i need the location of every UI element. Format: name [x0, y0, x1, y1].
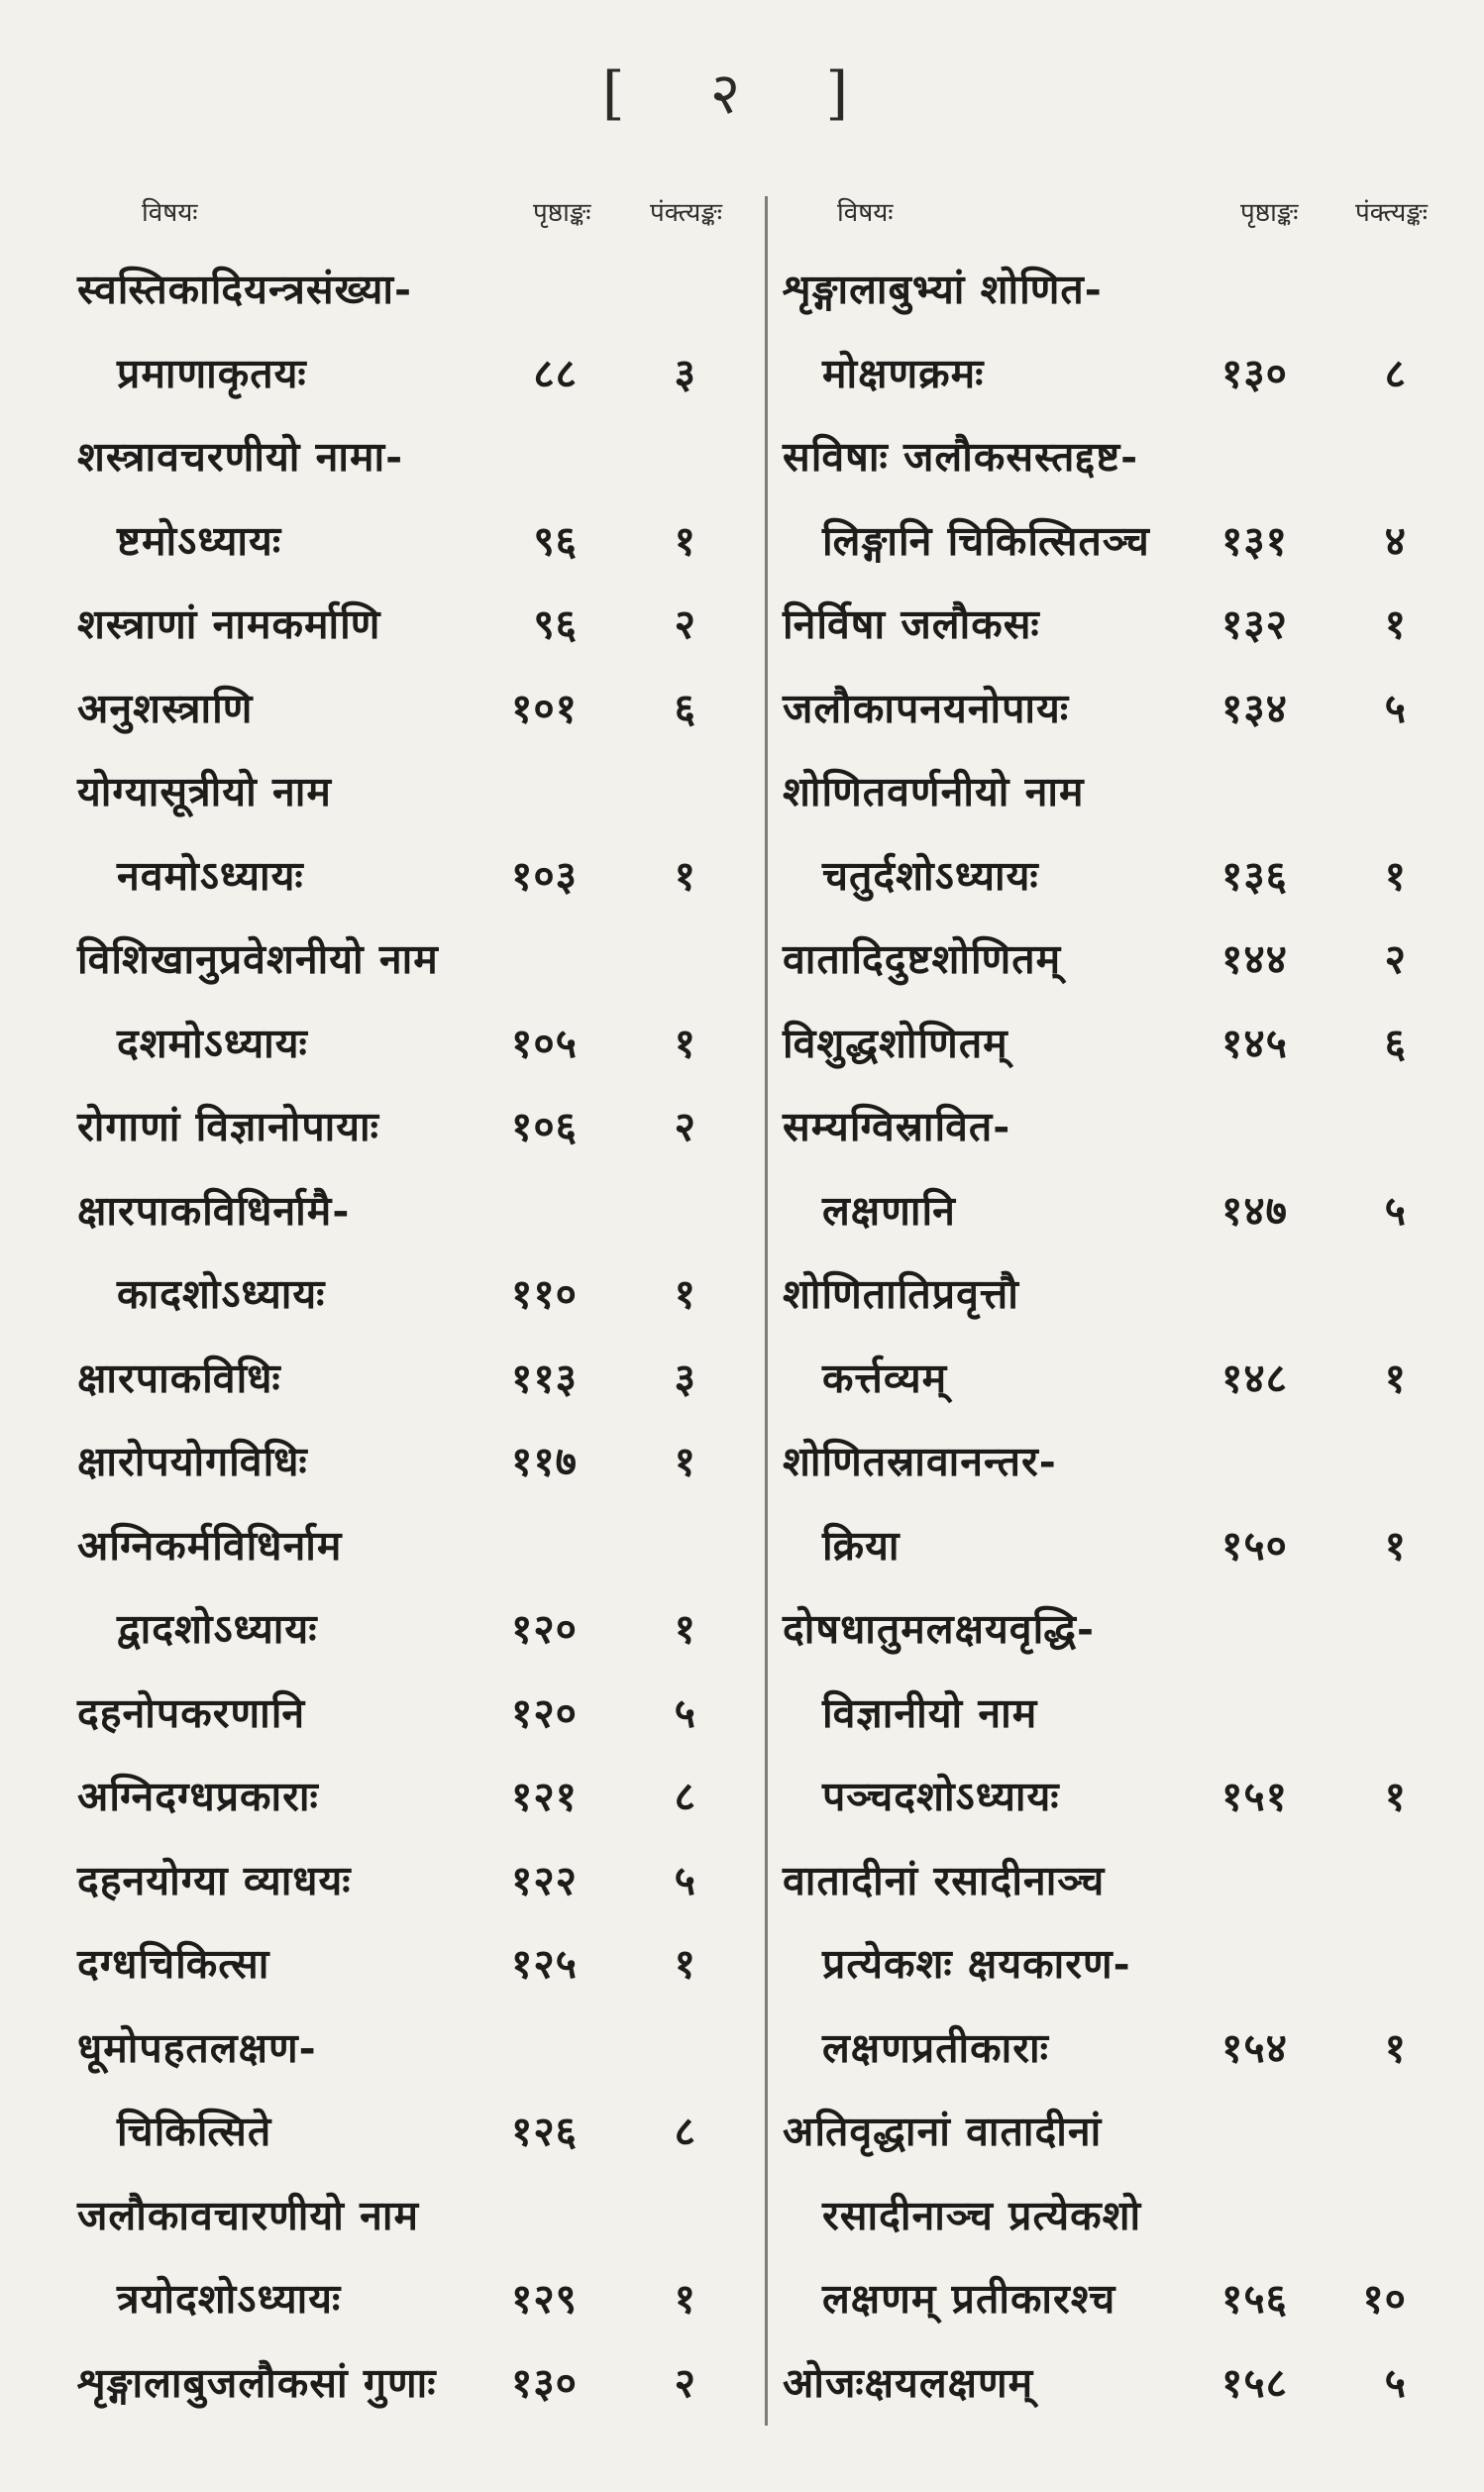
entry-subject: प्रमाणाकृतयः — [117, 349, 307, 397]
entry-subject: पञ्चदशोऽध्यायः — [822, 1773, 1060, 1820]
entry-line: ६ — [1384, 1019, 1407, 1067]
entry-page: १०६ — [511, 1103, 578, 1150]
page-number: [ २ ] — [601, 59, 883, 127]
entry-line: १ — [674, 1019, 696, 1067]
entry-line: १ — [1384, 1354, 1407, 1402]
left-column-header — [77, 193, 751, 251]
column-divider — [765, 196, 768, 2426]
entry-subject: दहनयोग्या व्याधयः — [77, 1856, 352, 1904]
subject-header: विषयः — [142, 198, 198, 228]
toc-entry — [783, 418, 1456, 502]
toc-entry — [77, 1340, 751, 1424]
toc-entry — [783, 670, 1456, 754]
toc-entry — [77, 837, 751, 921]
toc-entry — [783, 837, 1456, 921]
entry-subject: शोणितातिप्रवृत्तौ — [783, 1270, 1019, 1318]
toc-entry — [77, 2009, 751, 2094]
entry-subject: स्वस्तिकादियन्त्रसंख्या- — [77, 266, 413, 313]
entry-subject: कादशोऽध्यायः — [117, 1270, 326, 1318]
toc-entry — [77, 2093, 751, 2177]
entry-line: ४ — [1384, 516, 1407, 565]
entry-line: ८ — [1384, 349, 1407, 397]
toc-entry — [783, 2093, 1456, 2177]
entry-page: १२० — [511, 1605, 578, 1653]
entry-subject: अनुशस्त्राणि — [77, 684, 254, 732]
entry-subject: वातादिदुष्टशोणितम् — [783, 935, 1062, 983]
left-column — [77, 193, 751, 2428]
entry-page: १०५ — [511, 1019, 578, 1067]
entry-page: १२६ — [511, 2108, 578, 2155]
entry-line: ३ — [674, 1354, 696, 1402]
entry-line: ५ — [1384, 1186, 1407, 1235]
entry-page: १३६ — [1221, 851, 1288, 900]
entry-subject: जलौकावचारणीयो नाम — [77, 2191, 419, 2239]
toc-entry — [77, 1255, 751, 1340]
entry-subject: विशुद्धशोणितम् — [783, 1019, 1008, 1067]
entry-page: १४८ — [1221, 1354, 1288, 1402]
entry-subject: द्वादशोऽध्यायः — [117, 1605, 318, 1653]
right-column — [783, 193, 1456, 2428]
entry-subject: त्रयोदशोऽध्यायः — [117, 2275, 342, 2323]
entry-subject: क्रिया — [822, 1521, 901, 1570]
toc-entry — [783, 1088, 1456, 1172]
toc-entry — [783, 335, 1456, 419]
toc-entry — [77, 418, 751, 502]
entry-line: २ — [674, 1103, 696, 1150]
entry-page: १०३ — [511, 851, 578, 900]
entry-page: १३१ — [1221, 516, 1288, 565]
entry-subject: अग्निकर्मविधिर्नाम — [77, 1521, 343, 1570]
entry-page: १३० — [511, 2358, 578, 2407]
entry-subject: लक्षणम् प्रतीकारश्च — [822, 2275, 1116, 2323]
entry-page: १३० — [1221, 349, 1288, 397]
entry-page: १२२ — [511, 1856, 578, 1904]
entry-line: २ — [1384, 935, 1407, 983]
entry-line: १ — [674, 2275, 696, 2323]
entry-subject: लक्षणप्रतीकाराः — [822, 2023, 1049, 2072]
entry-line: ३ — [674, 349, 696, 397]
toc-entry — [77, 1590, 751, 1675]
entry-line: १ — [674, 1940, 696, 1988]
toc-entry — [783, 1925, 1456, 2009]
toc-entry — [77, 1675, 751, 1759]
page-header: पृष्ठाङ्कः — [1240, 198, 1299, 228]
toc-entry — [783, 1255, 1456, 1340]
toc-entry — [783, 2260, 1456, 2344]
entry-line: १ — [674, 1438, 696, 1485]
toc-entry — [783, 1423, 1456, 1507]
entry-subject: शस्त्राणां नामकर्माणि — [77, 600, 381, 648]
entry-subject: दहनोपकरणानि — [77, 1688, 306, 1737]
entry-subject: शृङ्गालाबुभ्यां शोणित- — [783, 266, 1103, 313]
entry-subject: रोगाणां विज्ञानोपायाः — [77, 1103, 379, 1150]
entry-subject: क्षारपाकविधिर्नामै- — [77, 1186, 351, 1235]
toc-entry — [77, 2177, 751, 2261]
entry-page: १४७ — [1221, 1186, 1288, 1235]
entry-subject: धूमोपहतलक्षण- — [77, 2023, 317, 2072]
entry-page: ११७ — [511, 1438, 578, 1485]
toc-entry — [77, 1842, 751, 1926]
entry-subject: शस्त्रावचरणीयो नामा- — [77, 433, 404, 481]
toc-entry — [77, 1005, 751, 1089]
entry-subject: शोणितस्रावानन्तर- — [783, 1438, 1057, 1485]
toc-entry — [77, 251, 751, 335]
entry-page: ११० — [511, 1270, 578, 1318]
entry-page: १५१ — [1221, 1773, 1288, 1820]
entry-line: १ — [1384, 2023, 1407, 2072]
entry-subject: क्षारपाकविधिः — [77, 1354, 281, 1402]
entry-line: ५ — [1384, 2358, 1407, 2407]
entry-subject: विज्ञानीयो नाम — [822, 1688, 1038, 1737]
entry-page: ११३ — [511, 1354, 578, 1402]
entry-line: ६ — [674, 684, 696, 732]
entry-subject: प्रत्येकशः क्षयकारण- — [822, 1940, 1131, 1988]
entry-subject: सम्यग्विस्रावित- — [783, 1103, 1011, 1150]
entry-page: १५८ — [1221, 2358, 1288, 2407]
left-entries — [77, 251, 751, 2428]
toc-entry — [77, 2344, 751, 2429]
entry-subject: कर्त्तव्यम् — [822, 1354, 948, 1402]
toc-entry — [783, 1590, 1456, 1675]
entry-subject: अतिवृद्धानां वातादीनां — [783, 2108, 1103, 2155]
toc-entry — [783, 502, 1456, 587]
entry-line: ८ — [674, 2108, 696, 2155]
entry-subject: नवमोऽध्यायः — [117, 851, 304, 900]
entry-page: ९६ — [533, 516, 578, 565]
right-entries — [783, 251, 1456, 2428]
entry-subject: लक्षणानि — [822, 1186, 956, 1235]
entry-subject: वातादीनां रसादीनाञ्च — [783, 1856, 1106, 1904]
toc-entry — [783, 2344, 1456, 2429]
entry-subject: दग्धचिकित्सा — [77, 1940, 270, 1988]
entry-subject: शृङ्गालाबुजलौकसां गुणाः — [77, 2358, 437, 2407]
entry-subject: सविषाः जलौकसस्तद्दष्ट- — [783, 433, 1139, 481]
toc-entry — [77, 1088, 751, 1172]
entry-line: २ — [674, 600, 696, 648]
toc-entry — [77, 1758, 751, 1842]
entry-subject: चतुर्दशोऽध्यायः — [822, 851, 1039, 900]
entry-line: २ — [674, 2358, 696, 2407]
toc-entry — [77, 753, 751, 837]
entry-page: १२० — [511, 1688, 578, 1737]
entry-line: ८ — [674, 1773, 696, 1820]
entry-line: १ — [1384, 600, 1407, 648]
entry-page: १२५ — [511, 1940, 578, 1988]
entry-subject: निर्विषा जलौकसः — [783, 600, 1040, 648]
entry-subject: ओजःक्षयलक्षणम् — [783, 2358, 1034, 2407]
toc-entry — [783, 1340, 1456, 1424]
toc-entry — [77, 1925, 751, 2009]
entry-page: १०१ — [511, 684, 578, 732]
toc-entry — [77, 1172, 751, 1256]
entry-line: ५ — [674, 1688, 696, 1737]
entry-page: १५६ — [1221, 2275, 1288, 2323]
toc-entry — [77, 921, 751, 1005]
entry-subject: दशमोऽध्यायः — [117, 1019, 308, 1067]
toc-entry — [783, 921, 1456, 1005]
toc-entry — [77, 502, 751, 587]
toc-entry — [783, 251, 1456, 335]
entry-page: १२९ — [511, 2275, 578, 2323]
entry-page: ८८ — [533, 349, 578, 397]
entry-page: १३४ — [1221, 684, 1288, 732]
entry-subject: अग्निदग्धप्रकाराः — [77, 1773, 319, 1820]
toc-entry — [783, 1172, 1456, 1256]
entry-line: १ — [674, 1605, 696, 1653]
toc-entry — [783, 1507, 1456, 1591]
entry-page: १५० — [1221, 1521, 1288, 1570]
toc-entry — [77, 335, 751, 419]
entry-subject: ष्टमोऽध्यायः — [117, 516, 282, 565]
entry-line: ५ — [674, 1856, 696, 1904]
entry-page: १४४ — [1221, 935, 1288, 983]
entry-line: १० — [1362, 2275, 1407, 2323]
entry-subject: चिकित्सिते — [117, 2108, 272, 2155]
entry-line: १ — [674, 1270, 696, 1318]
entry-subject: लिङ्गानि चिकित्सितञ्च — [822, 516, 1150, 565]
toc-entry — [783, 753, 1456, 837]
line-header: पंक्त्यङ्कः — [650, 198, 723, 228]
toc-entry — [783, 2177, 1456, 2261]
entry-subject: क्षारोपयोगविधिः — [77, 1438, 308, 1485]
entry-page: १४५ — [1221, 1019, 1288, 1067]
entry-line: ५ — [1384, 684, 1407, 732]
toc-entry — [783, 1758, 1456, 1842]
entry-line: १ — [674, 851, 696, 900]
entry-line: १ — [1384, 1773, 1407, 1820]
entry-page: १२१ — [511, 1773, 578, 1820]
entry-subject: जलौकापनयनोपायः — [783, 684, 1070, 732]
toc-entry — [77, 2260, 751, 2344]
entry-line: १ — [1384, 1521, 1407, 1570]
entry-line: १ — [674, 516, 696, 565]
subject-header: विषयः — [837, 198, 894, 228]
entry-subject: दोषधातुमलक्षयवृद्धि- — [783, 1605, 1095, 1653]
toc-entry — [783, 2009, 1456, 2094]
entry-line: १ — [1384, 851, 1407, 900]
toc-entry — [77, 1423, 751, 1507]
entry-subject: योग्यासूत्रीयो नाम — [77, 768, 332, 815]
toc-entry — [77, 586, 751, 670]
page-header: पृष्ठाङ्कः — [533, 198, 591, 228]
entry-subject: विशिखानुप्रवेशनीयो नाम — [77, 935, 439, 983]
entry-page: १५४ — [1221, 2023, 1288, 2072]
line-header: पंक्त्यङ्कः — [1355, 198, 1429, 228]
toc-entry — [783, 1675, 1456, 1759]
entry-page: ९६ — [533, 600, 578, 648]
toc-entry — [77, 670, 751, 754]
entry-subject: रसादीनाञ्च प्रत्येकशो — [822, 2191, 1142, 2239]
right-column-header — [783, 193, 1456, 251]
entry-page: १३२ — [1221, 600, 1288, 648]
toc-entry — [783, 586, 1456, 670]
toc-entry — [783, 1005, 1456, 1089]
toc-entry — [783, 1842, 1456, 1926]
entry-subject: शोणितवर्णनीयो नाम — [783, 768, 1085, 815]
toc-entry — [77, 1507, 751, 1591]
entry-subject: मोक्षणक्रमः — [822, 349, 985, 397]
